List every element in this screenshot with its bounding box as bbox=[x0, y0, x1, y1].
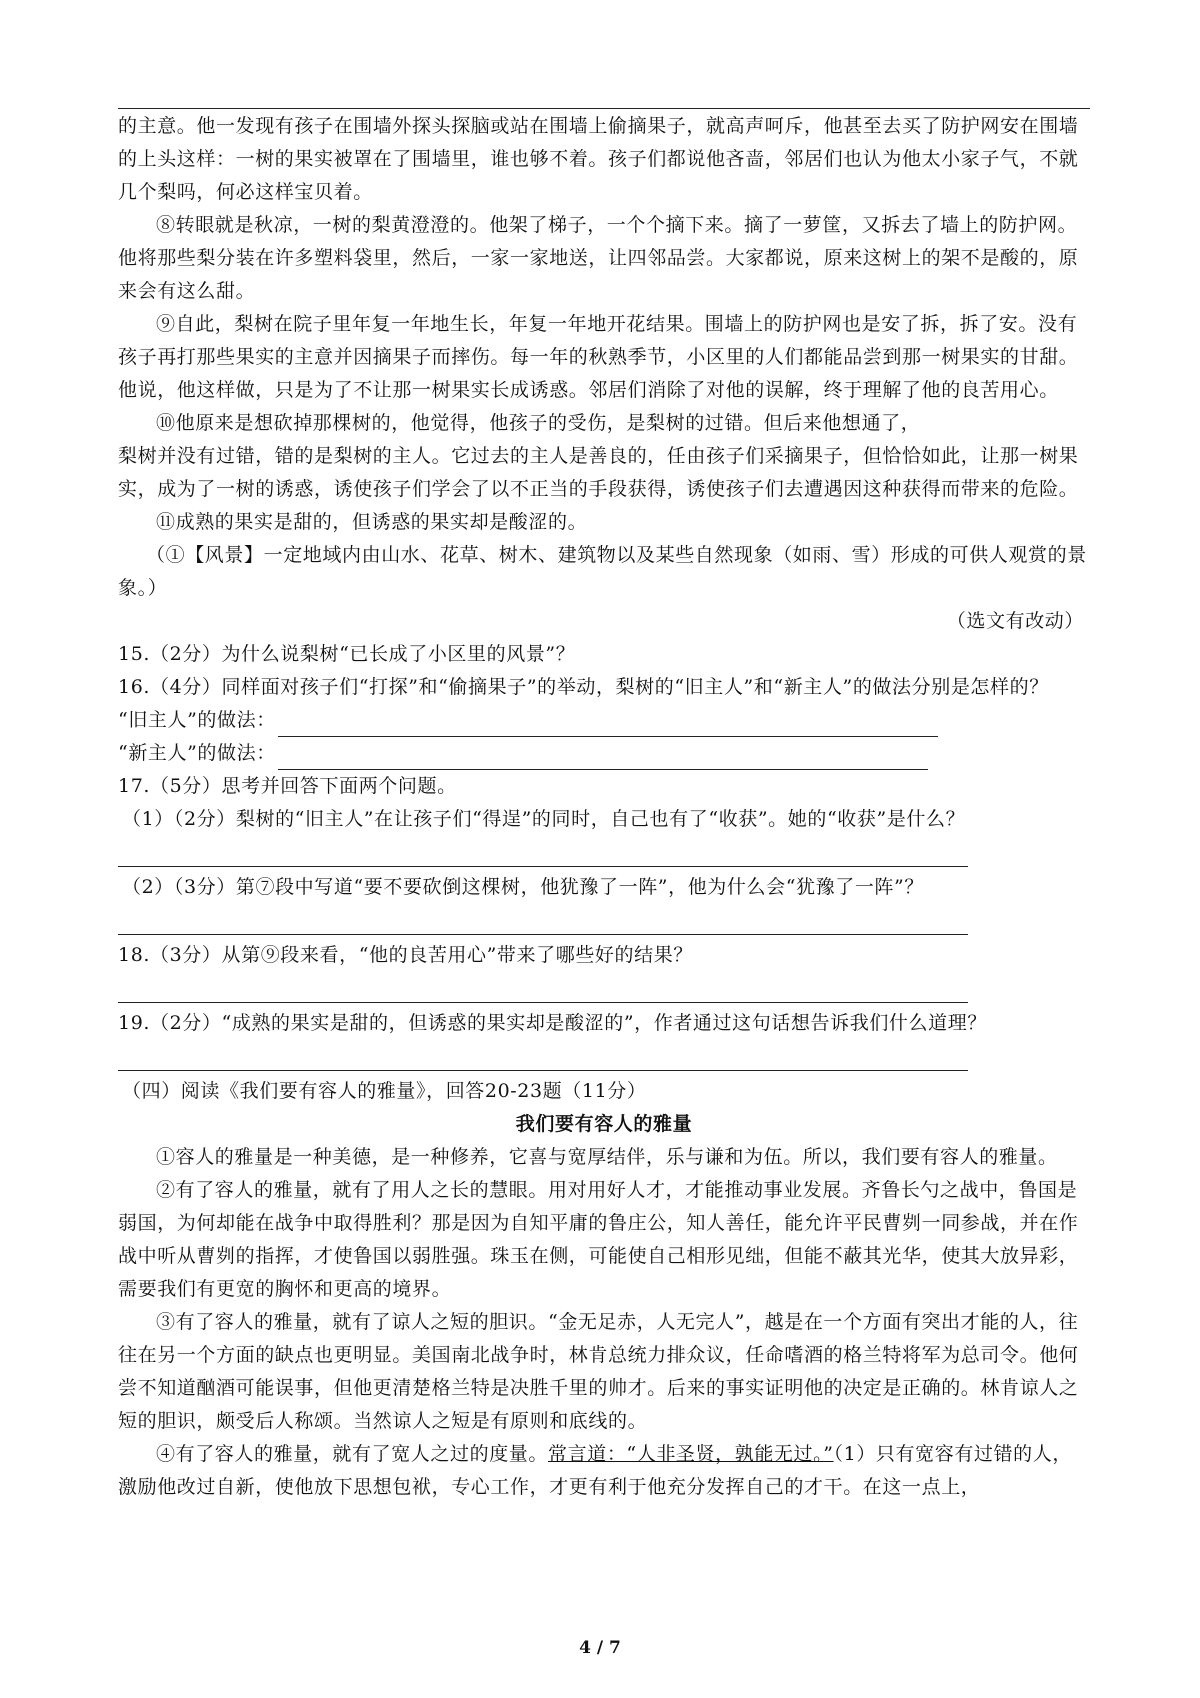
passage-paragraph-7-continued: 的主意。他一发现有孩子在围墙外探头探脑或站在围墙上偷摘果子，就高声呵斥，他甚至去买了防护网安在围墙的上头这样：一树的果实被罩在了围墙里，谁也够不着。孩子们都说他吝啬，邻居们也认为他太小家子气，不就几个梨吗，何必这样宝贝着。 bbox=[118, 115, 1079, 203]
essay-p4-underlined-quote: 常言道：“人非圣贤，孰能无过。” bbox=[548, 1443, 834, 1465]
passage-paragraph-9: ⑨自此，梨树在院子里年复一年地生长，年复一年地开花结果。围墙上的防护网也是安了拆，拆了安。没有孩子再打那些果实的主意并因摘果子而摔伤。每一年的秋熟季节，小区里的人们都能品尝到那一树果实的甘甜。他说，他这样做，只是为了不让那一树果实长成诱惑。邻居们消除了对他的误解，终于理解了他的良苦用心。 bbox=[118, 313, 1079, 401]
question-18: 18.（3分）从第⑨段来看，“他的良苦用心”带来了哪些好的结果？ bbox=[118, 944, 693, 966]
section-4-heading: （四）阅读《我们要有容人的雅量》，回答20-23题（11分） bbox=[122, 1080, 647, 1102]
essay-p4-rest: （1）只有宽容有过错的人，激励他改过自新，使他放下思想包袱，专心工作，才更有利于他充分发挥自己的才干。在这一点上， bbox=[118, 1443, 1072, 1498]
new-owner-label: “新主人”的做法： bbox=[118, 742, 276, 764]
question-17-2: （2）（3分）第⑦段中写道“要不要砍倒这棵树，他犹豫了一阵”，他为什么会“犹豫了一阵”？ bbox=[122, 876, 924, 898]
answer-line-19[interactable] bbox=[118, 1040, 968, 1071]
question-16-new-owner bbox=[118, 737, 1090, 770]
answer-line-17-1[interactable] bbox=[118, 836, 968, 867]
old-owner-label: “旧主人”的做法： bbox=[118, 709, 276, 731]
question-16: 16.（4分）同样面对孩子们“打探”和“偷摘果子”的举动，梨树的“旧主人”和“新主人”的做法分别是怎样的？ bbox=[118, 676, 1049, 698]
passage-paragraph-11: ⑪成熟的果实是甜的，但诱惑的果实却是酸涩的。 bbox=[156, 511, 588, 533]
passage-paragraph-10-line-1: ⑩他原来是想砍掉那棵树的，他觉得，他孩子的受伤，是梨树的过错。但后来他想通了， bbox=[156, 412, 921, 434]
answer-line-18[interactable] bbox=[118, 972, 968, 1003]
passage-paragraph-8: ⑧转眼就是秋凉，一树的梨黄澄澄的。他架了梯子，一个个摘下来。摘了一萝筐，又拆去了墙上的防护网。他将那些梨分装在许多塑料袋里，然后，一家一家地送，让四邻品尝。大家都说，原来这树上的架不是酸的，原来会有这么甜。 bbox=[118, 214, 1079, 302]
source-note: （选文有改动） bbox=[946, 610, 1084, 632]
essay-paragraph-2: ②有了容人的雅量，就有了用人之长的慧眼。用对用好人才，才能推动事业发展。齐鲁长勺之战中，鲁国是弱国，为何却能在战争中取得胜利？那是因为自知平庸的鲁庄公，知人善任，能允许平民曹刿一同参战，并在作战中听从曹刿的指挥，才使鲁国以弱胜强。珠玉在侧，可能使自己相形见绌，但能不蔽其光华，使其大放异彩，需要我们有更宽的胸怀和更高的境界。 bbox=[118, 1179, 1079, 1300]
question-17: 17.（5分）思考并回答下面两个问题。 bbox=[118, 775, 457, 797]
question-19: 19.（2分）“成熟的果实是甜的，但诱惑的果实却是酸涩的”，作者通过这句话想告诉我们什么道理？ bbox=[118, 1012, 987, 1034]
page-number: 4 / 7 bbox=[579, 1638, 621, 1658]
question-15: 15.（2分）为什么说梨树“已长成了小区里的风景”？ bbox=[118, 643, 576, 665]
answer-line-old-owner[interactable] bbox=[278, 716, 938, 737]
passage-paragraph-10-rest: 梨树并没有过错，错的是梨树的主人。它过去的主人是善良的，任由孩子们采摘果子，但恰恰如此，让那一树果实，成为了一树的诱惑，诱使孩子们学会了以不正当的手段获得，诱使孩子们去遭遇因这种获得而带来的危险。 bbox=[118, 445, 1079, 500]
essay-paragraph-4 bbox=[118, 1438, 1090, 1504]
answer-line-17-2[interactable] bbox=[118, 904, 968, 935]
essay-title: 我们要有容人的雅量 bbox=[515, 1113, 693, 1135]
essay-paragraph-3: ③有了容人的雅量，就有了谅人之短的胆识。“金无足赤，人无完人”，越是在一个方面有突出才能的人，往往在另一个方面的缺点也更明显。美国南北战争时，林肯总统力排众议，任命嗜酒的格兰特将军为总司令。他何尝不知道酗酒可能误事，但他更清楚格兰特是决胜千里的帅才。后来的事实证明他的决定是正确的。林肯谅人之短的胆识，颇受后人称颂。当然谅人之短是有原则和底线的。 bbox=[118, 1311, 1079, 1432]
footnote-scenery: （①【风景】一定地域内由山水、花草、树木、建筑物以及某些自然现象（如雨、雪）形成的可供人观赏的景象。） bbox=[118, 544, 1087, 599]
answer-line-new-owner[interactable] bbox=[278, 749, 928, 770]
essay-paragraph-1: ①容人的雅量是一种美德，是一种修养，它喜与宽厚结伴，乐与谦和为伍。所以，我们要有容人的雅量。 bbox=[156, 1146, 1058, 1168]
question-16-old-owner bbox=[118, 704, 1090, 737]
essay-p4-start: ④有了容人的雅量，就有了宽人之过的度量。 bbox=[156, 1443, 549, 1465]
page-content bbox=[118, 110, 1090, 1504]
header-rule bbox=[118, 108, 1090, 109]
question-17-1: （1）（2分）梨树的“旧主人”在让孩子们“得逞”的同时，自己也有了“收获”。她的“收获”是什么？ bbox=[122, 808, 966, 830]
